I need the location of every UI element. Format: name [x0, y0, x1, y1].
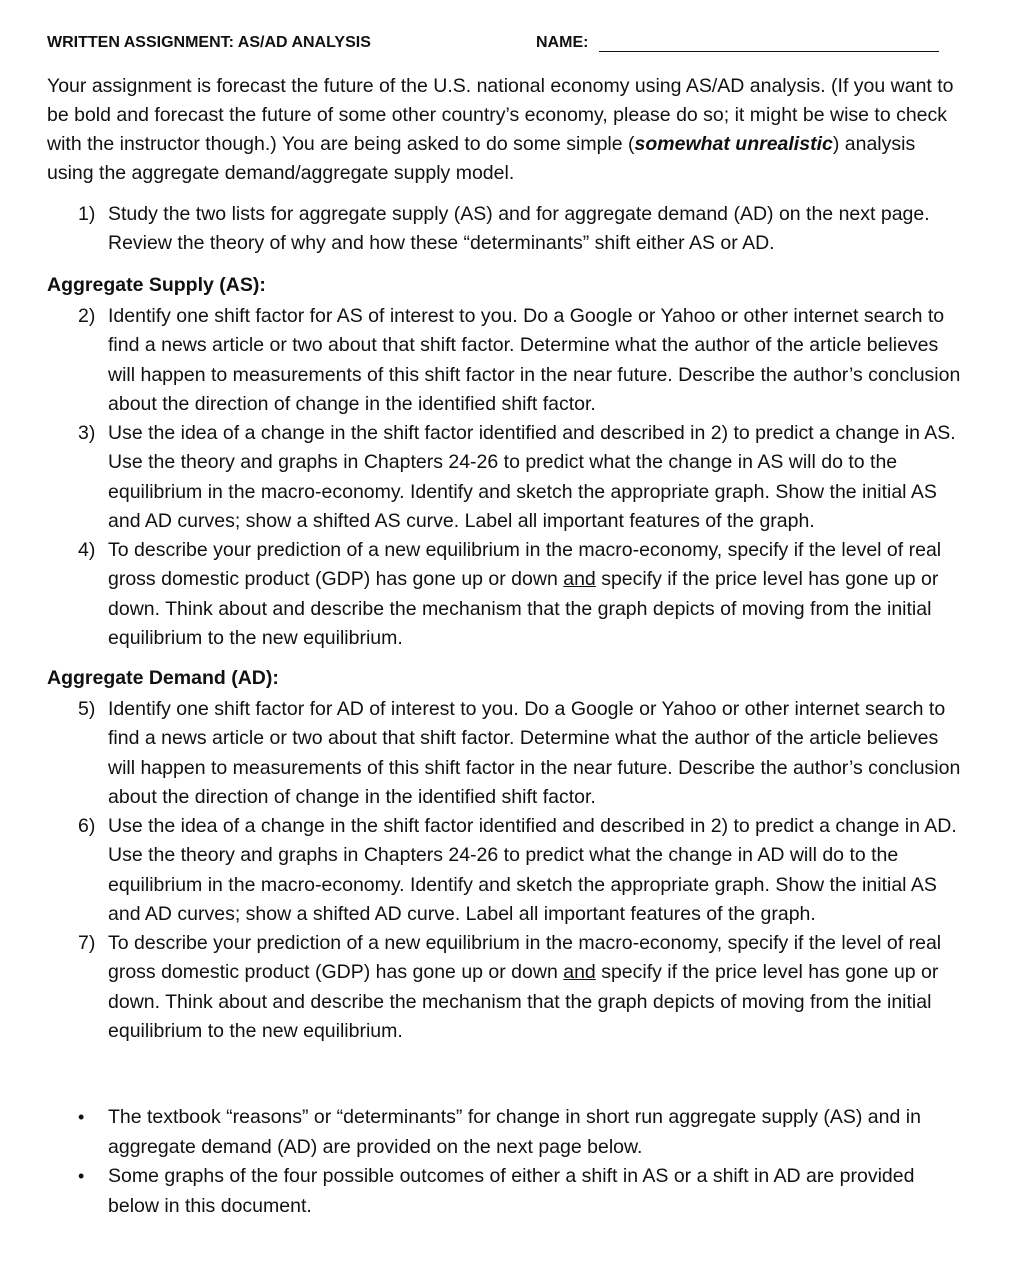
bullet-icon: •	[78, 1107, 85, 1127]
bullet-text: The textbook “reasons” or “determinants” for change in short run aggregate supply (AS) and in aggregate demand (AD) are provided on the next page below.	[108, 1106, 921, 1158]
name-blank-line	[599, 51, 939, 52]
item-text-b: specify if the price level has gone up or down. Think about and describe the mechanism that the graph depicts of moving from the initial equilibrium to the new equilibrium.	[108, 961, 939, 1042]
item-text-b: specify if the price level has gone up or down. Think about and describe the mechanism that the graph depicts of moving from the initial equilibrium to the new equilibrium.	[108, 568, 939, 649]
name-label: NAME:	[536, 34, 589, 51]
assignment-title: WRITTEN ASSIGNMENT: AS/AD ANALYSIS	[47, 34, 371, 51]
item-number: 3)	[78, 422, 96, 444]
item-text: Use the idea of a change in the shift factor identified and described in 2) to predict a change in AS. Use the theory and graphs in Chapters 24-26 to predict what the change in AS will do to the equilibrium in the macro-economy. Identify and sketch the appropriate graph. Show the initial AS and AD curves; show a shifted AS curve. Label all important features of the graph.	[108, 422, 956, 532]
item-text: Use the idea of a change in the shift factor identified and described in 2) to predict a change in AD. Use the theory and graphs in Chapters 24-26 to predict what the change in AD will do to the equilibrium in the macro-economy. Identify and sketch the appropriate graph. Show the initial AS and AD curves; show a shifted AD curve. Label all important features of the graph.	[108, 815, 957, 925]
item-number: 5)	[78, 698, 96, 720]
intro-text-2: ) analysis using the aggregate demand/aggregate supply model.	[47, 133, 916, 184]
item-text: Identify one shift factor for AS of interest to you. Do a Google or Yahoo or other internet search to find a news article or two about that shift factor. Determine what the author of the article believes will happen to measurements of this shift factor in the near future. Describe the author’s conclusion about the direction of change in the identified shift factor.	[108, 305, 961, 415]
underlined-and: and	[563, 961, 596, 984]
intro-text-1: Your assignment is forecast the future of the U.S. national economy using AS/AD analysis. (If you want to be bold and forecast the future of some other country’s economy, please do so; it might be wise to check with the instructor though.) You are being asked to do some simple (	[47, 75, 954, 155]
item-text-a: To describe your prediction of a new equilibrium in the macro-economy, specify if the level of real gross domestic product (GDP) has gone up or down	[108, 539, 942, 591]
as-section-heading: Aggregate Supply (AS):	[47, 274, 266, 296]
item-text	[108, 929, 968, 1046]
intro-paragraph	[47, 72, 967, 188]
header-row	[47, 34, 947, 56]
item-number: 2)	[78, 305, 96, 327]
item-text	[108, 536, 968, 653]
item-number: 7)	[78, 932, 96, 954]
item-number: 1)	[78, 203, 96, 225]
bullet-icon: •	[78, 1166, 85, 1186]
ad-section-heading: Aggregate Demand (AD):	[47, 667, 279, 689]
item-text-a: To describe your prediction of a new equilibrium in the macro-economy, specify if the level of real gross domestic product (GDP) has gone up or down	[108, 932, 942, 984]
bullet-text: Some graphs of the four possible outcomes of either a shift in AS or a shift in AD are provided below in this document.	[108, 1165, 915, 1217]
item-number: 6)	[78, 815, 96, 837]
underlined-and: and	[563, 568, 596, 591]
item-text: Study the two lists for aggregate supply (AS) and for aggregate demand (AD) on the next page. Review the theory of why and how these “determinants” shift either AS or AD.	[108, 203, 930, 255]
intro-emphasis: somewhat unrealistic	[634, 133, 833, 155]
item-number: 4)	[78, 539, 96, 561]
item-text: Identify one shift factor for AD of interest to you. Do a Google or Yahoo or other internet search to find a news article or two about that shift factor. Determine what the author of the article believes will happen to measurements of this shift factor in the near future. Describe the author’s conclusion about the direction of change in the identified shift factor.	[108, 698, 961, 808]
